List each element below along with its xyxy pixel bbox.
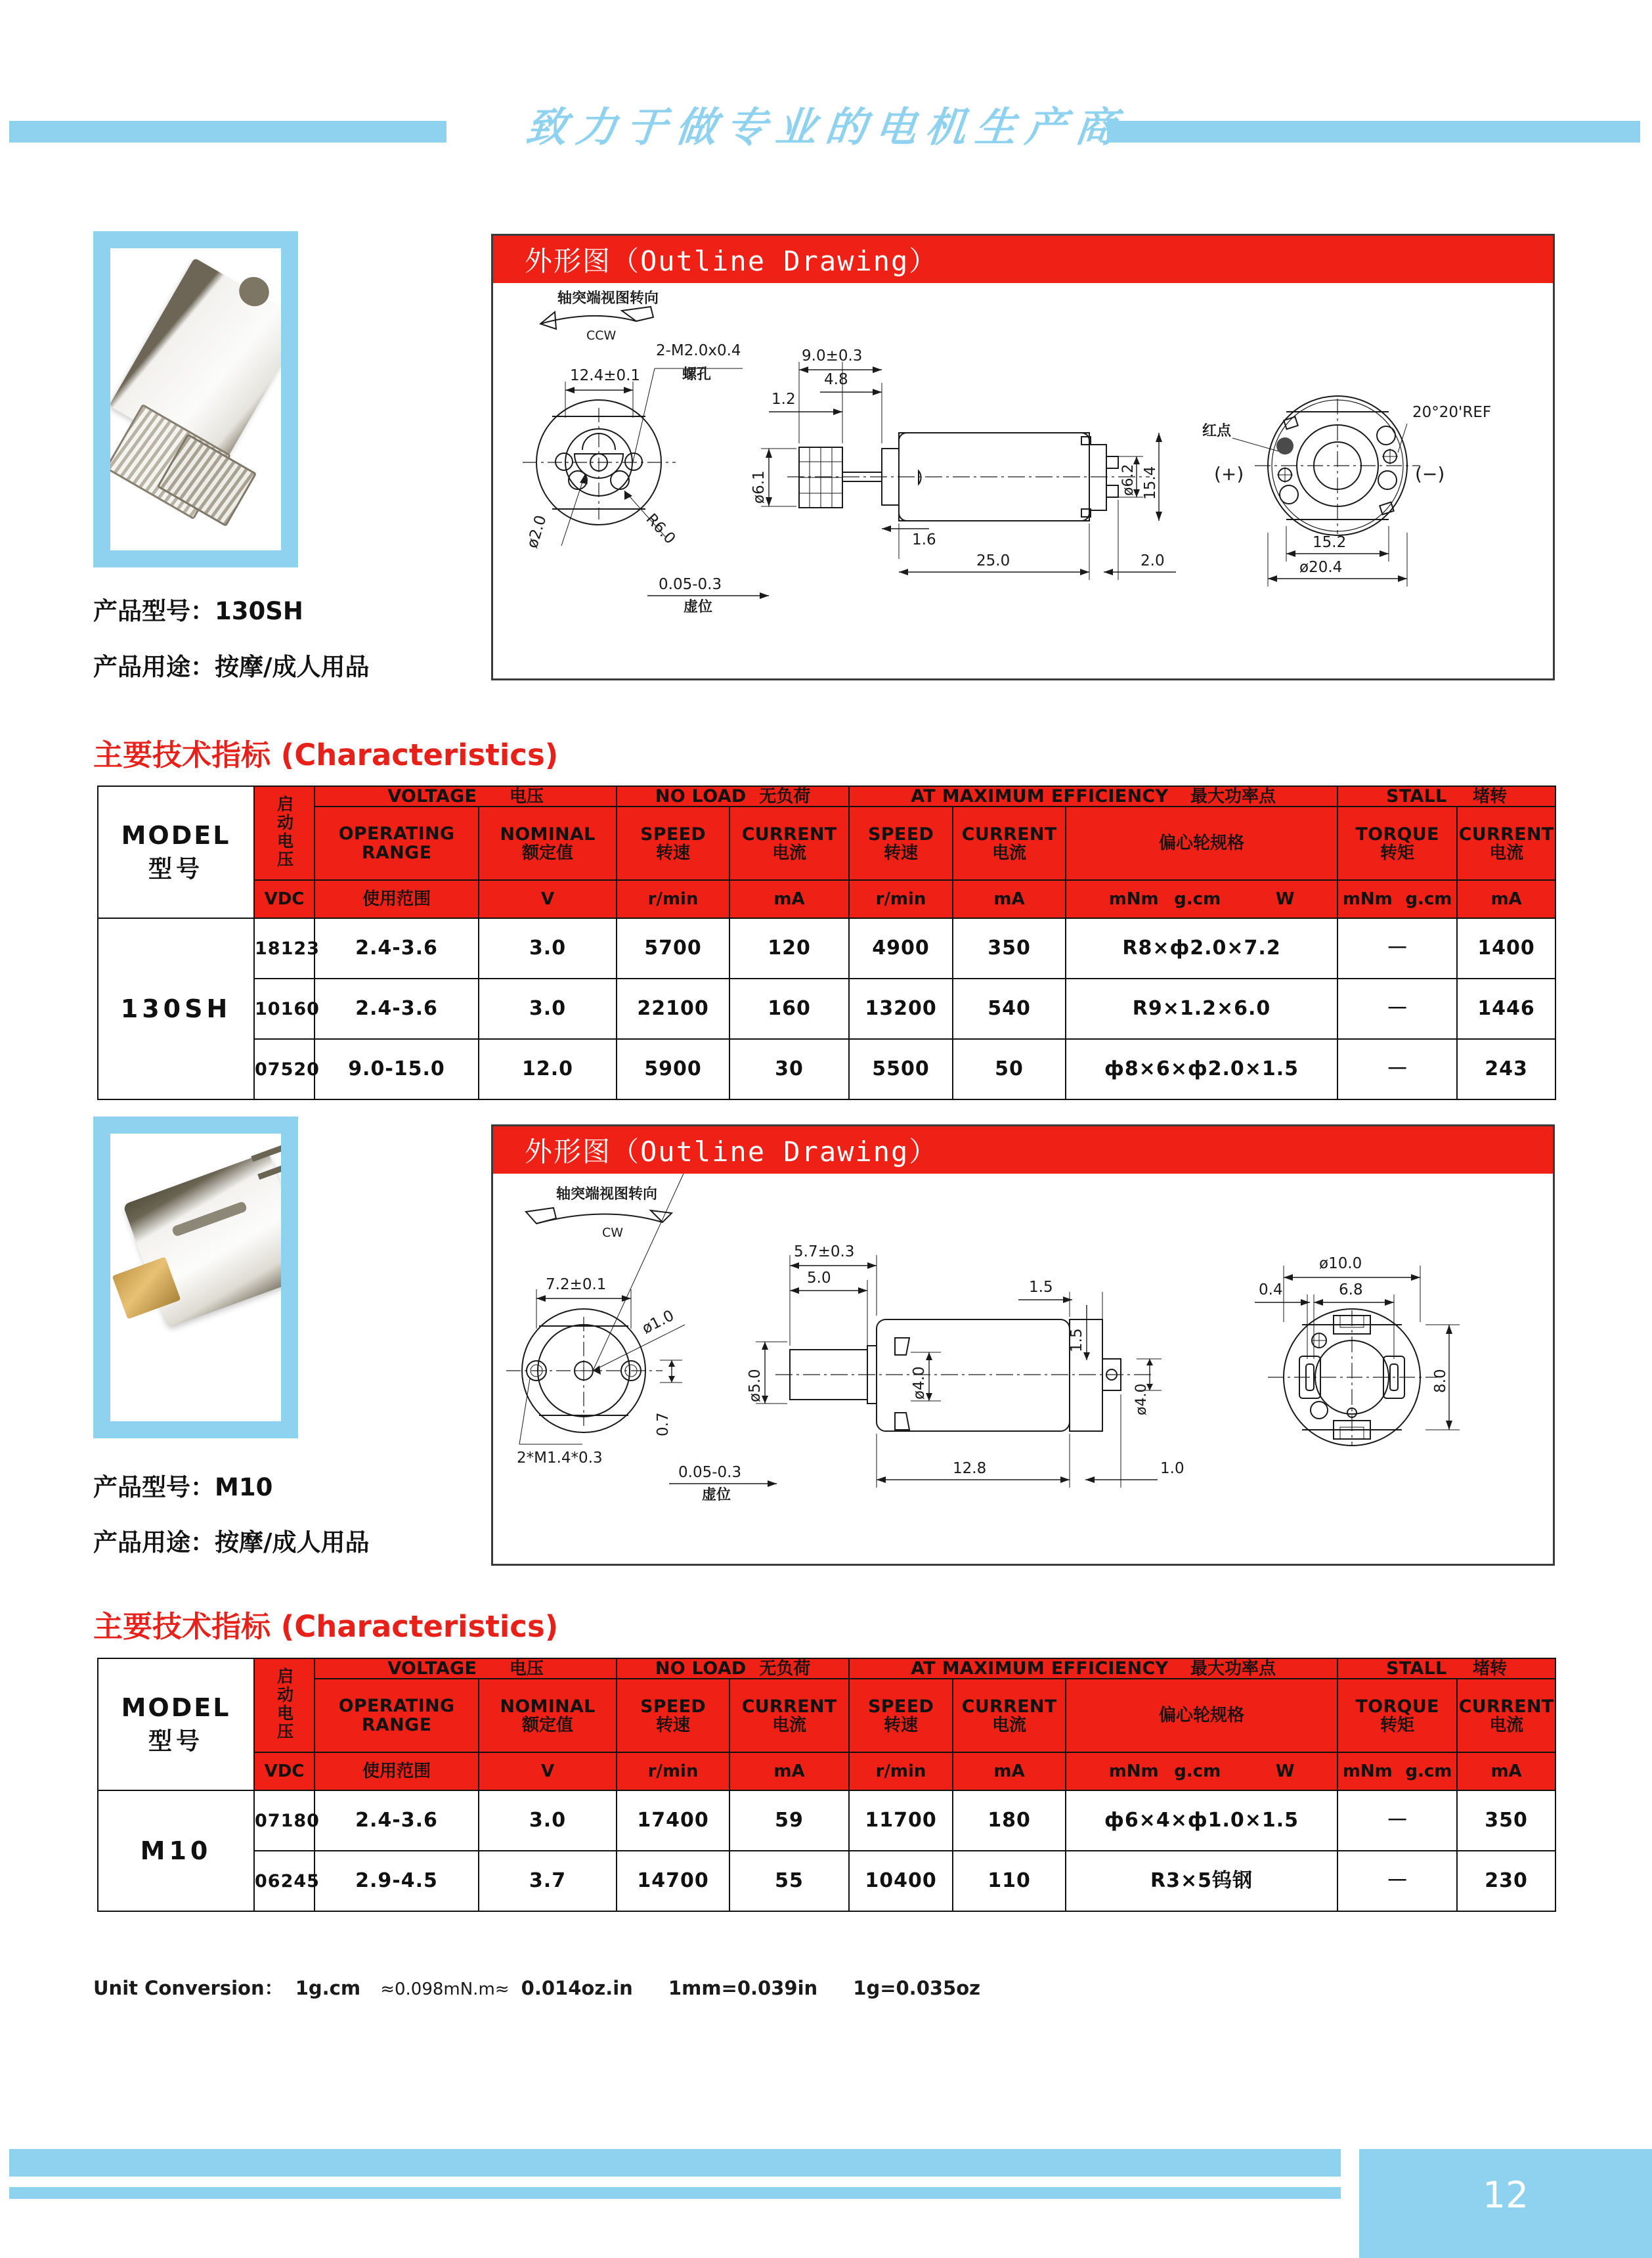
cell-nl-speed: 5700 bbox=[617, 918, 729, 979]
group-stall-cn: 堵转 bbox=[1473, 787, 1508, 807]
cell-nominal: 3.0 bbox=[479, 918, 617, 979]
page-header bbox=[0, 103, 1652, 151]
cell-group-voltage bbox=[315, 1658, 617, 1679]
svg-text:1.6: 1.6 bbox=[912, 531, 936, 548]
svg-text:ø20.4: ø20.4 bbox=[1299, 559, 1343, 576]
cell-nl-current bbox=[729, 807, 849, 880]
product-photo-130sh bbox=[93, 231, 298, 567]
product-model-label: 产品型号： bbox=[93, 597, 215, 625]
cell-me-speed: 10400 bbox=[849, 1851, 953, 1911]
cell-stall-torque bbox=[1337, 807, 1457, 880]
cell-me-speed: 11700 bbox=[849, 1790, 953, 1851]
cell-me-speed: SPEED 转速 bbox=[849, 1679, 953, 1752]
svg-text:CCW: CCW bbox=[586, 328, 617, 343]
svg-text:ø4.0: ø4.0 bbox=[1133, 1383, 1150, 1415]
group-voltage-en: VOLTAGE bbox=[387, 1658, 477, 1679]
svg-text:5.0: 5.0 bbox=[807, 1270, 831, 1287]
cell-stall-torque: － bbox=[1337, 918, 1457, 979]
svg-text:7.2±0.1: 7.2±0.1 bbox=[546, 1276, 607, 1293]
cell-me-current: 110 bbox=[953, 1851, 1066, 1911]
svg-text:轴突端视图转向: 轴突端视图转向 bbox=[557, 290, 659, 307]
cell-nominal: NOMINAL 额定值 bbox=[479, 1679, 617, 1752]
start-voltage-cn: 启动电压 bbox=[274, 1667, 294, 1741]
group-voltage-cn: 电压 bbox=[509, 787, 544, 807]
svg-text:虚位: 虚位 bbox=[684, 599, 713, 615]
svg-text:25.0: 25.0 bbox=[976, 552, 1011, 569]
unit-conversion-note bbox=[93, 1974, 980, 2001]
model-en: MODEL bbox=[121, 820, 231, 850]
me-speed-en: SPEED bbox=[868, 824, 934, 845]
cell-model-name: M10 bbox=[98, 1790, 254, 1911]
cell-group-stall bbox=[1337, 1658, 1555, 1679]
unit-conversion-p2: 0.014oz.in bbox=[521, 1977, 633, 1999]
unit-ma-nl: mA bbox=[729, 880, 849, 918]
svg-text:2*M1.4*0.3: 2*M1.4*0.3 bbox=[517, 1450, 603, 1467]
svg-text:螺孔: 螺孔 bbox=[682, 366, 712, 383]
table-row bbox=[98, 918, 1555, 979]
me-current-cn: 电流 bbox=[992, 843, 1027, 863]
cell-stall-torque: TORQUE 转矩 bbox=[1337, 1679, 1457, 1752]
cell-nl-current: 59 bbox=[729, 1790, 849, 1851]
group-stall-en: STALL bbox=[1385, 1658, 1447, 1679]
cell-nominal: 3.0 bbox=[479, 979, 617, 1039]
cell-me-speed: 4900 bbox=[849, 918, 953, 979]
cell-operating-range bbox=[315, 807, 479, 880]
svg-text:15.4: 15.4 bbox=[1142, 466, 1159, 500]
footer-bar-secondary bbox=[9, 2187, 1341, 2199]
product-usage-line-130sh bbox=[93, 647, 370, 682]
cell-nl-current: CURRENT 电流 bbox=[729, 1679, 849, 1752]
operating-range-en: OPERATING RANGE bbox=[338, 824, 455, 864]
cell-start-voltage bbox=[254, 786, 315, 880]
cell-group-maxeff bbox=[849, 1658, 1337, 1679]
cell-start-v: 10160 bbox=[254, 979, 315, 1039]
svg-text:1.5: 1.5 bbox=[1068, 1328, 1085, 1352]
svg-text:红点: 红点 bbox=[1202, 423, 1232, 439]
product-usage-line-m10 bbox=[93, 1522, 370, 1558]
characteristics-title-130sh: 主要技术指标 (Characteristics) bbox=[93, 738, 559, 772]
svg-text:12.8: 12.8 bbox=[953, 1460, 987, 1477]
product-photo-m10 bbox=[93, 1117, 298, 1438]
group-maxeff-cn: 最大功率点 bbox=[1190, 787, 1276, 807]
svg-text:2.0: 2.0 bbox=[1141, 552, 1165, 569]
svg-text:12.4±0.1: 12.4±0.1 bbox=[570, 367, 641, 384]
svg-text:5.7±0.3: 5.7±0.3 bbox=[794, 1243, 855, 1260]
cell-range: 2.9-4.5 bbox=[315, 1851, 479, 1911]
cell-group-noload bbox=[617, 1658, 849, 1679]
cell-me-current: 50 bbox=[953, 1039, 1066, 1099]
nl-speed-en: SPEED bbox=[640, 824, 706, 845]
cell-group-stall bbox=[1337, 786, 1555, 807]
svg-text:ø4.0: ø4.0 bbox=[911, 1366, 928, 1400]
header-slogan: 致力于做专业的电机生产商 bbox=[523, 103, 1128, 151]
product-usage-value: 按摩/成人用品 bbox=[215, 653, 370, 681]
unit-v: V bbox=[479, 1752, 617, 1790]
cell-me-current: 350 bbox=[953, 918, 1066, 979]
svg-text:6.8: 6.8 bbox=[1339, 1281, 1363, 1298]
table-row bbox=[98, 979, 1555, 1039]
unit-torque: mNm g.cm bbox=[1337, 880, 1457, 918]
cell-stall-current: 1400 bbox=[1457, 918, 1555, 979]
start-voltage-cn: 启动电压 bbox=[274, 795, 294, 869]
cell-group-noload bbox=[617, 786, 849, 807]
cell-eccentric: 偏心轮规格 bbox=[1066, 1679, 1337, 1752]
cell-stall-torque: － bbox=[1337, 1039, 1457, 1099]
svg-text:2-M2.0x0.4: 2-M2.0x0.4 bbox=[656, 342, 741, 359]
svg-text:4.8: 4.8 bbox=[824, 371, 848, 388]
cell-eccentric bbox=[1066, 807, 1337, 880]
svg-text:0.05-0.3: 0.05-0.3 bbox=[678, 1464, 742, 1481]
group-noload-cn: 无负荷 bbox=[759, 787, 811, 807]
outline-drawing-title: 外形图（Outline Drawing） bbox=[525, 1136, 938, 1168]
unit-ma-nl: mA bbox=[729, 1752, 849, 1790]
group-noload-en: NO LOAD bbox=[655, 786, 747, 807]
product-usage-label: 产品用途： bbox=[93, 1528, 215, 1557]
cell-nl-speed: 14700 bbox=[617, 1851, 729, 1911]
cell-stall-current bbox=[1457, 807, 1555, 880]
page-number: 12 bbox=[1483, 2174, 1529, 2216]
me-speed-cn: 转速 bbox=[884, 843, 919, 863]
spec-table-m10 bbox=[97, 1658, 1556, 1912]
unit-ma-me: mA bbox=[953, 1752, 1066, 1790]
group-maxeff-en: AT MAXIMUM EFFICIENCY bbox=[911, 1658, 1169, 1679]
svg-text:R6.0: R6.0 bbox=[642, 510, 679, 548]
outline-drawing-banner-130sh bbox=[493, 236, 1553, 283]
cell-range: 2.4-3.6 bbox=[315, 979, 479, 1039]
photo-inner-130sh bbox=[110, 248, 281, 550]
svg-text:15.2: 15.2 bbox=[1313, 534, 1347, 551]
cell-nl-speed bbox=[617, 807, 729, 880]
svg-text:1.2: 1.2 bbox=[772, 391, 796, 408]
group-stall-en: STALL bbox=[1385, 786, 1447, 807]
product-model-label: 产品型号： bbox=[93, 1473, 215, 1501]
cell-me-current bbox=[953, 807, 1066, 880]
unit-v: V bbox=[479, 880, 617, 918]
footer-bar-primary bbox=[9, 2149, 1341, 2177]
svg-text:ø1.0: ø1.0 bbox=[639, 1307, 677, 1338]
svg-text:ø6.1: ø6.1 bbox=[750, 470, 768, 504]
svg-text:(+): (+) bbox=[1214, 463, 1244, 485]
group-noload-cn: 无负荷 bbox=[759, 1659, 811, 1679]
cell-nl-current: 30 bbox=[729, 1039, 849, 1099]
photo-inner-m10 bbox=[110, 1134, 281, 1421]
cell-start-v: 07180 bbox=[254, 1790, 315, 1851]
cell-stall-torque: － bbox=[1337, 979, 1457, 1039]
group-maxeff-en: AT MAXIMUM EFFICIENCY bbox=[911, 786, 1169, 807]
cell-eccentric: R8×ф2.0×7.2 bbox=[1066, 918, 1337, 979]
unit-conversion-p3: 1mm=0.039in bbox=[668, 1977, 818, 1999]
cell-model-name: 130SH bbox=[98, 918, 254, 1099]
eccentric-cn: 偏心轮规格 bbox=[1159, 833, 1245, 854]
cell-group-maxeff bbox=[849, 786, 1337, 807]
product-usage-value: 按摩/成人用品 bbox=[215, 1528, 370, 1557]
svg-text:9.0±0.3: 9.0±0.3 bbox=[802, 347, 863, 365]
cell-start-v: 18123 bbox=[254, 918, 315, 979]
table-units-row bbox=[98, 880, 1555, 918]
outline-drawing-panel-m10 bbox=[491, 1124, 1555, 1566]
nl-current-cn: 电流 bbox=[772, 843, 807, 863]
svg-text:ø6.2: ø6.2 bbox=[1120, 464, 1137, 496]
table-header-row-2 bbox=[98, 1679, 1555, 1752]
svg-text:ø10.0: ø10.0 bbox=[1319, 1255, 1362, 1272]
cell-nl-speed: 22100 bbox=[617, 979, 729, 1039]
cell-start-v: 06245 bbox=[254, 1851, 315, 1911]
cell-me-current: 540 bbox=[953, 979, 1066, 1039]
svg-text:轴突端视图转向: 轴突端视图转向 bbox=[556, 1186, 658, 1203]
cell-nl-speed: 5900 bbox=[617, 1039, 729, 1099]
unit-conversion-label: Unit Conversion： bbox=[93, 1977, 284, 1999]
cell-nl-current: 55 bbox=[729, 1851, 849, 1911]
unit-eccentric: mNm g.cm W bbox=[1066, 880, 1337, 918]
cell-stall-current: 230 bbox=[1457, 1851, 1555, 1911]
unit-rmin-me: r/min bbox=[849, 1752, 953, 1790]
cell-me-current: CURRENT 电流 bbox=[953, 1679, 1066, 1752]
unit-conversion-p1: 1g.cm bbox=[295, 1977, 361, 1999]
group-voltage-en: VOLTAGE bbox=[387, 786, 477, 807]
cell-nl-current: 120 bbox=[729, 918, 849, 979]
table-row bbox=[98, 1039, 1555, 1099]
cell-start-v: 07520 bbox=[254, 1039, 315, 1099]
cell-stall-current: CURRENT 电流 bbox=[1457, 1679, 1555, 1752]
group-stall-cn: 堵转 bbox=[1473, 1659, 1508, 1679]
header-bar-left bbox=[9, 121, 446, 143]
stall-current-en: CURRENT bbox=[1458, 824, 1554, 845]
unit-conversion-approx: ≈0.098mN.m≈ bbox=[380, 1980, 510, 1999]
cell-me-speed bbox=[849, 807, 953, 880]
group-voltage-cn: 电压 bbox=[509, 1659, 544, 1679]
cell-eccentric: R3×5钨钢 bbox=[1066, 1851, 1337, 1911]
unit-vdc: VDC bbox=[254, 880, 315, 918]
unit-torque: mNm g.cm bbox=[1337, 1752, 1457, 1790]
unit-conversion-p4: 1g=0.035oz bbox=[853, 1977, 981, 1999]
svg-text:CW: CW bbox=[602, 1226, 624, 1240]
outline-drawing-title: 外形图（Outline Drawing） bbox=[525, 245, 938, 277]
cell-nl-current: 160 bbox=[729, 979, 849, 1039]
unit-rmin-nl: r/min bbox=[617, 1752, 729, 1790]
product-model-line-130sh bbox=[93, 591, 303, 627]
nl-speed-cn: 转速 bbox=[656, 843, 691, 863]
table-header-row-1 bbox=[98, 786, 1555, 807]
table-row bbox=[98, 1851, 1555, 1911]
group-noload-en: NO LOAD bbox=[655, 1658, 747, 1679]
cell-stall-current: 1446 bbox=[1457, 979, 1555, 1039]
cell-me-speed: 5500 bbox=[849, 1039, 953, 1099]
svg-text:1.0: 1.0 bbox=[1160, 1460, 1185, 1477]
table-row bbox=[98, 1790, 1555, 1851]
stall-current-cn: 电流 bbox=[1489, 843, 1524, 863]
nominal-en: NOMINAL bbox=[500, 824, 596, 845]
unit-ma-stall: mA bbox=[1457, 1752, 1555, 1790]
svg-text:0.4: 0.4 bbox=[1259, 1281, 1283, 1298]
outline-drawing-banner-m10 bbox=[493, 1126, 1553, 1174]
unit-range: 使用范围 bbox=[315, 1752, 479, 1790]
svg-text:ø2.0: ø2.0 bbox=[523, 513, 550, 550]
cell-nominal: 12.0 bbox=[479, 1039, 617, 1099]
cell-range: 9.0-15.0 bbox=[315, 1039, 479, 1099]
product-model-value: M10 bbox=[215, 1473, 273, 1501]
cell-operating-range: OPERATING RANGE bbox=[315, 1679, 479, 1752]
me-current-en: CURRENT bbox=[961, 824, 1057, 845]
svg-text:(−): (−) bbox=[1415, 463, 1445, 485]
stall-torque-cn: 转矩 bbox=[1380, 843, 1415, 863]
cell-group-voltage bbox=[315, 786, 617, 807]
cell-nominal bbox=[479, 807, 617, 880]
cell-stall-current: 350 bbox=[1457, 1790, 1555, 1851]
cell-model-header bbox=[98, 1658, 254, 1790]
cell-nl-speed: 17400 bbox=[617, 1790, 729, 1851]
unit-rmin-nl: r/min bbox=[617, 880, 729, 918]
svg-text:1.5: 1.5 bbox=[1029, 1279, 1053, 1296]
table-header-row-2 bbox=[98, 807, 1555, 880]
model-cn: 型号 bbox=[148, 1727, 204, 1755]
characteristics-title-m10: 主要技术指标 (Characteristics) bbox=[93, 1609, 559, 1644]
group-maxeff-cn: 最大功率点 bbox=[1190, 1659, 1276, 1679]
product-usage-label: 产品用途： bbox=[93, 653, 215, 681]
svg-text:20°20'REF: 20°20'REF bbox=[1412, 404, 1492, 421]
model-en: MODEL bbox=[121, 1693, 231, 1722]
svg-text:8.0: 8.0 bbox=[1432, 1369, 1449, 1393]
model-cn: 型号 bbox=[148, 855, 204, 883]
technical-drawing-m10 bbox=[493, 1174, 1553, 1564]
svg-text:虚位: 虚位 bbox=[702, 1487, 731, 1503]
table-header-row-1 bbox=[98, 1658, 1555, 1679]
cell-me-speed: 13200 bbox=[849, 979, 953, 1039]
unit-vdc: VDC bbox=[254, 1752, 315, 1790]
cell-start-voltage bbox=[254, 1658, 315, 1752]
cell-eccentric: ф8×6×ф2.0×1.5 bbox=[1066, 1039, 1337, 1099]
cell-nominal: 3.0 bbox=[479, 1790, 617, 1851]
product-model-value: 130SH bbox=[215, 597, 303, 625]
spec-table-130sh bbox=[97, 786, 1556, 1100]
cell-me-current: 180 bbox=[953, 1790, 1066, 1851]
svg-text:ø5.0: ø5.0 bbox=[747, 1369, 764, 1402]
cell-stall-torque: － bbox=[1337, 1851, 1457, 1911]
unit-range: 使用范围 bbox=[315, 880, 479, 918]
unit-eccentric: mNm g.cm W bbox=[1066, 1752, 1337, 1790]
unit-ma-me: mA bbox=[953, 880, 1066, 918]
cell-eccentric: R9×1.2×6.0 bbox=[1066, 979, 1337, 1039]
nominal-cn: 额定值 bbox=[522, 843, 574, 863]
cell-stall-torque: － bbox=[1337, 1790, 1457, 1851]
cell-nl-speed: SPEED 转速 bbox=[617, 1679, 729, 1752]
cell-range: 2.4-3.6 bbox=[315, 918, 479, 979]
cell-stall-current: 243 bbox=[1457, 1039, 1555, 1099]
unit-ma-stall: mA bbox=[1457, 880, 1555, 918]
cell-range: 2.4-3.6 bbox=[315, 1790, 479, 1851]
table-units-row bbox=[98, 1752, 1555, 1790]
outline-drawing-panel-130sh bbox=[491, 234, 1555, 680]
product-model-line-m10 bbox=[93, 1467, 272, 1503]
cell-model-header bbox=[98, 786, 254, 918]
cell-eccentric: ф6×4×ф1.0×1.5 bbox=[1066, 1790, 1337, 1851]
unit-rmin-me: r/min bbox=[849, 880, 953, 918]
technical-drawing-130sh bbox=[493, 283, 1553, 678]
nl-current-en: CURRENT bbox=[741, 824, 837, 845]
svg-text:0.7: 0.7 bbox=[655, 1412, 672, 1436]
cell-nominal: 3.7 bbox=[479, 1851, 617, 1911]
svg-text:0.05-0.3: 0.05-0.3 bbox=[659, 576, 722, 593]
stall-torque-en: TORQUE bbox=[1355, 824, 1439, 845]
